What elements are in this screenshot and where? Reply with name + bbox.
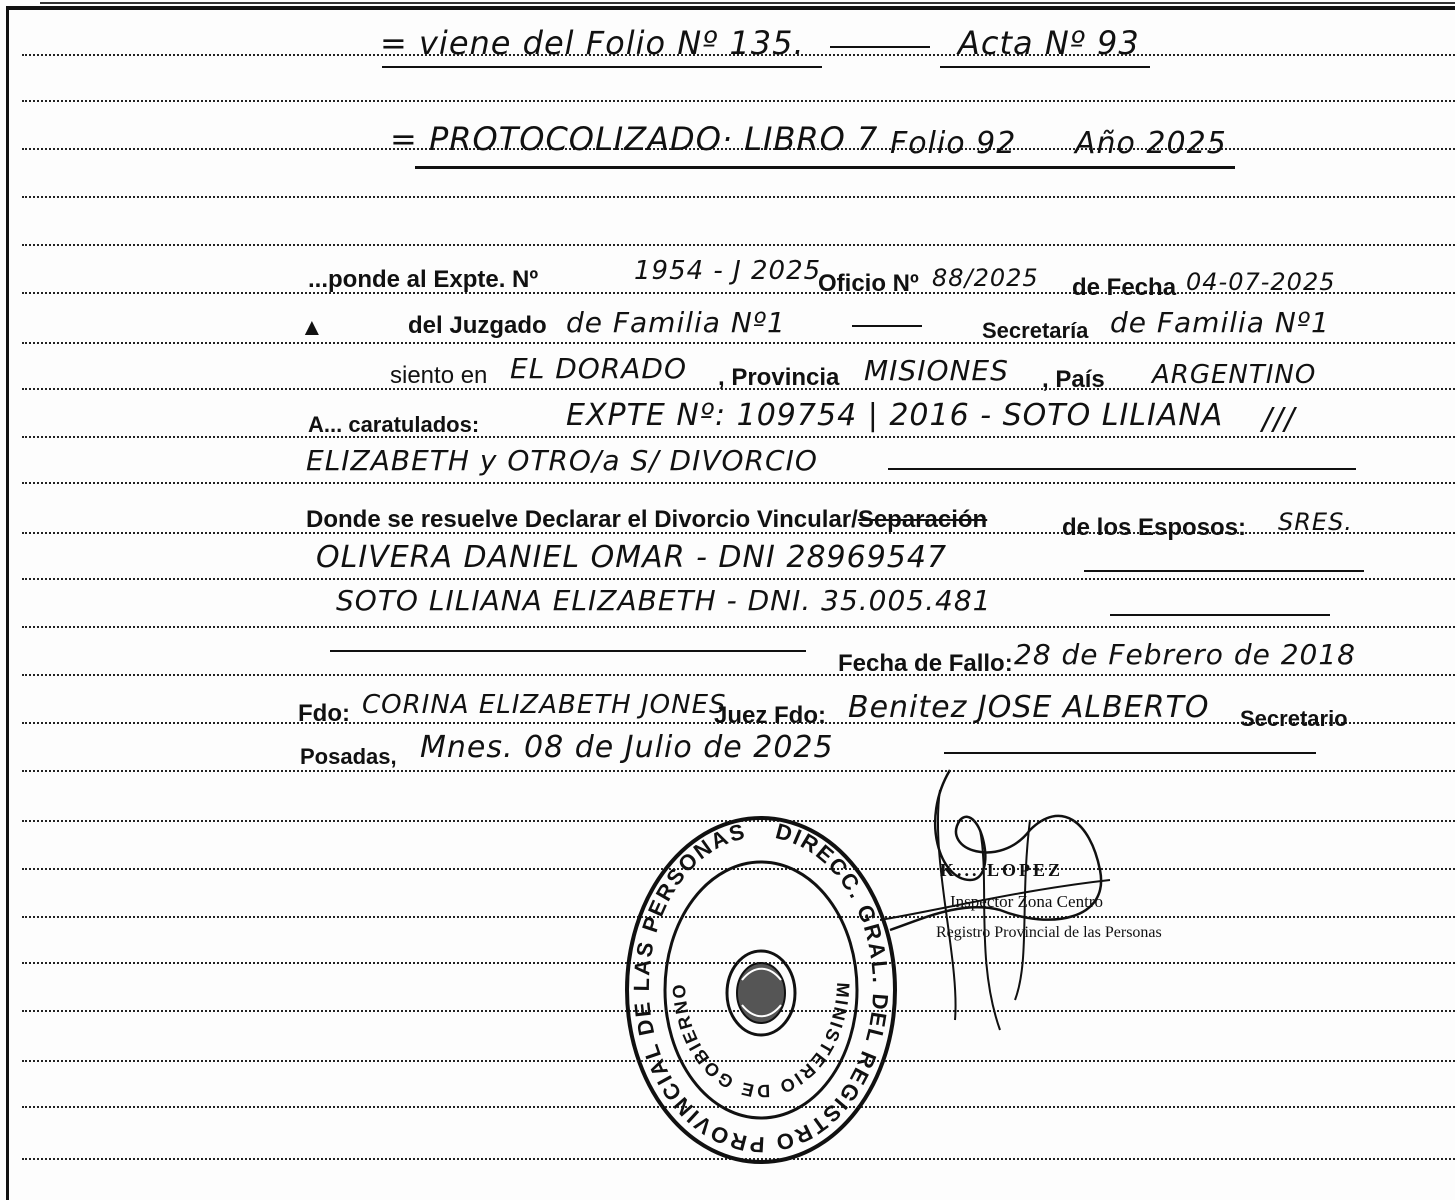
- fecha-label: de Fecha: [1072, 274, 1177, 301]
- svg-text:MINISTERIO DE GOBIERNO: MINISTERIO DE GOBIERNO: [668, 981, 854, 1102]
- seal-icon: [624, 815, 898, 1165]
- top-rule-thin: [40, 2, 1455, 4]
- svg-text:DIRECC. GRAL. DEL REGISTRO PRO: DIRECC. GRAL. DEL REGISTRO PROVINCIAL DE LAS PERSONAS: [628, 818, 894, 1158]
- signature-title: Inspector Zona Centro: [950, 892, 1103, 911]
- lugar-fill-line: [944, 752, 1316, 754]
- autos-label: A... caratulados:: [308, 412, 480, 437]
- resuelve-label-2: de los Esposos:: [1062, 514, 1247, 541]
- fallo-label: Fecha de Fallo:: [838, 650, 1013, 677]
- ruled-line: [22, 436, 1455, 438]
- pais-value: ARGENTINO: [1152, 360, 1317, 390]
- resuelve-strike: Separación: [857, 506, 988, 533]
- oficio-value: 88/2025: [932, 264, 1039, 292]
- secretario-label: Secretario: [1240, 706, 1348, 731]
- ruled-line: [22, 578, 1455, 580]
- oficio-label: Oficio Nº: [818, 270, 919, 297]
- header-underline-2: [415, 166, 1235, 169]
- top-border: [6, 6, 1455, 10]
- signature-office: Registro Provincial de las Personas: [936, 924, 1162, 941]
- juez-fdo-prefix: Fdo:: [298, 700, 350, 727]
- header-viene-folio: = viene del Folio Nº 135.: [380, 24, 805, 62]
- header-acta: Acta Nº 93: [958, 24, 1140, 62]
- secretaria-value: de Familia Nº1: [1110, 306, 1330, 339]
- ruled-line: [22, 482, 1455, 484]
- autos-slashes: ///: [1262, 402, 1296, 437]
- spouse-2-fill-line: [1110, 614, 1330, 616]
- ruled-line: [22, 244, 1455, 246]
- ruled-line: [22, 100, 1455, 102]
- pais-label: , País: [1042, 366, 1105, 393]
- signature-name: K... LOPEZ: [940, 860, 1064, 880]
- header-underline-acta: [940, 66, 1150, 68]
- fallo-value: 28 de Febrero de 2018: [1014, 638, 1356, 671]
- resuelve-value: SRES.: [1278, 508, 1353, 536]
- ruled-line: [22, 196, 1455, 198]
- secretaria-label: Secretaría: [982, 318, 1089, 343]
- left-border: [6, 8, 9, 1200]
- autos-fill-line: [888, 468, 1356, 470]
- lugar-value: Mnes. 08 de Julio de 2025: [420, 730, 834, 765]
- juzgado-mark: ▲: [300, 314, 324, 341]
- autos-value: EXPTE Nº: 109754 | 2016 - SOTO LILIANA: [566, 398, 1224, 433]
- resuelve-label: [306, 506, 987, 534]
- ruled-line: [22, 342, 1455, 344]
- juzgado-value: de Familia Nº1: [566, 306, 786, 339]
- lugar-label: Posadas,: [300, 744, 397, 769]
- juez-label: Juez Fdo:: [714, 702, 826, 729]
- spouse-1: OLIVERA DANIEL OMAR - DNI 28969547: [316, 540, 948, 575]
- fecha-value: 04-07-2025: [1186, 268, 1336, 296]
- ruled-line: [22, 770, 1455, 772]
- header-year: Año 2025: [1075, 126, 1227, 161]
- juzgado-label: del Juzgado: [408, 312, 547, 339]
- fallo-fill-line: [330, 650, 806, 652]
- provincia-value: MISIONES: [864, 354, 1009, 387]
- spouse-2: SOTO LILIANA ELIZABETH - DNI. 35.005.481: [336, 584, 992, 617]
- spouse-1-fill-line: [1084, 570, 1364, 572]
- juez-value: CORINA ELIZABETH JONES: [362, 690, 727, 720]
- asiento-label: siento en: [390, 362, 488, 389]
- ruled-line: [22, 626, 1455, 628]
- header-folio: Folio 92: [890, 126, 1017, 161]
- official-seal: [624, 815, 898, 1165]
- secretario-value: Benitez JOSE ALBERTO: [848, 690, 1210, 725]
- resuelve-label-text: Donde se resuelve Declarar el Divorcio Vincular/: [306, 506, 858, 533]
- header-dash-1: [830, 46, 930, 48]
- provincia-label: , Provincia: [718, 364, 840, 391]
- header-underline-1: [382, 66, 822, 68]
- ruled-line: [22, 674, 1455, 676]
- expte-value: 1954 - J 2025: [634, 256, 822, 286]
- expte-label: ...ponde al Expte. Nº: [308, 266, 539, 293]
- header-protocolizado: = PROTOCOLIZADO· LIBRO 7: [390, 120, 879, 158]
- asiento-value: EL DORADO: [510, 352, 687, 385]
- autos-value-2: ELIZABETH y OTRO/a S/ DIVORCIO: [306, 444, 818, 477]
- juzgado-dash: [852, 325, 922, 327]
